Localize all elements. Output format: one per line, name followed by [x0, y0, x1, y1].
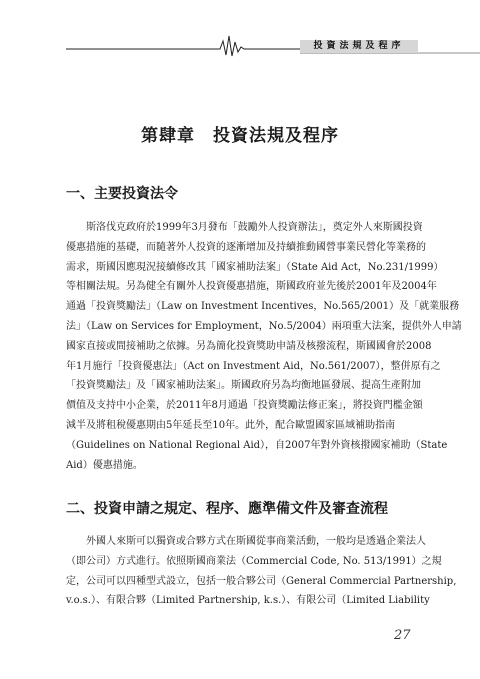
text-line: 減半及將租稅優惠期由5年延長至10年。此外，配合歐盟國家區域補助指南	[66, 419, 396, 431]
text-line: 外國人來斯可以獨資或合夥方式在斯國從事商業活動，一般均是透過企業法人	[66, 536, 426, 547]
text-line: 年1月施行「投資優惠法」（Act on Investment Aid，No.561/2007），整併原有之	[66, 360, 441, 372]
text-line: 等相關法規。另為健全有關外人投資優惠措施，斯國政府並先後於2001年及2004年	[66, 281, 437, 293]
running-title: 投資法規及程序	[313, 41, 405, 51]
text-line: （即公司）方式進行。依照斯國商業法（Commercial Code, No. 513/1991）之規	[66, 555, 442, 567]
page-number: 27	[394, 628, 411, 643]
text-line: 斯洛伐克政府於1999年3月發布「鼓勵外人投資辦法」，奠定外人來斯國投資	[66, 222, 423, 233]
text-line: v.o.s.）、有限合夥（Limited Partnership, k.s.）、有限公司（Limited Liability	[66, 595, 430, 607]
section-1-paragraph	[66, 218, 462, 475]
section-heading-2: 二、投資申請之規定、程序、應準備文件及審查流程	[66, 501, 388, 517]
section-2-paragraph	[66, 532, 457, 611]
running-header	[0, 28, 480, 58]
chapter-title: 第肆章 投資法規及程序	[141, 126, 339, 146]
text-line: 價值及支持中小企業，於2011年8月通過「投資獎勵法修正案」，將投資門檻金額	[66, 400, 423, 412]
text-line: 通過「投資獎勵法」（Law on Investment Incentives，No.565/2001）及「就業服務	[66, 301, 460, 313]
text-line: 國家直接或間接補助之依據。另為簡化投資獎助申請及核撥流程，斯國國會於2008	[66, 340, 432, 352]
text-line: 需求，斯國因應現況接續修改其「國家補助法案」（State Aid Act，No.231/1999）	[66, 261, 444, 273]
text-line: 定，公司可以四種型式設立，包括一般合夥公司（General Commercial Partnership,	[66, 575, 457, 587]
section-heading-1: 一、主要投資法令	[66, 186, 178, 202]
text-line: 「投資獎勵法」及「國家補助法案」。斯國政府另為均衡地區發展、提高生產附加	[66, 380, 421, 392]
text-line: 優惠措施的基礎，而隨著外人投資的逐漸增加及持續推動國營事業民營化等業務的	[66, 241, 426, 253]
text-line: 法」（Law on Services for Employment，No.5/2004）兩項重大法案，提供外人申請	[66, 320, 462, 332]
header-banner	[300, 40, 418, 54]
text-line: Aid）優惠措施。	[66, 459, 143, 471]
text-line: （Guidelines on National Regional Aid），自2007年對外資核撥國家補助（State	[66, 439, 448, 451]
